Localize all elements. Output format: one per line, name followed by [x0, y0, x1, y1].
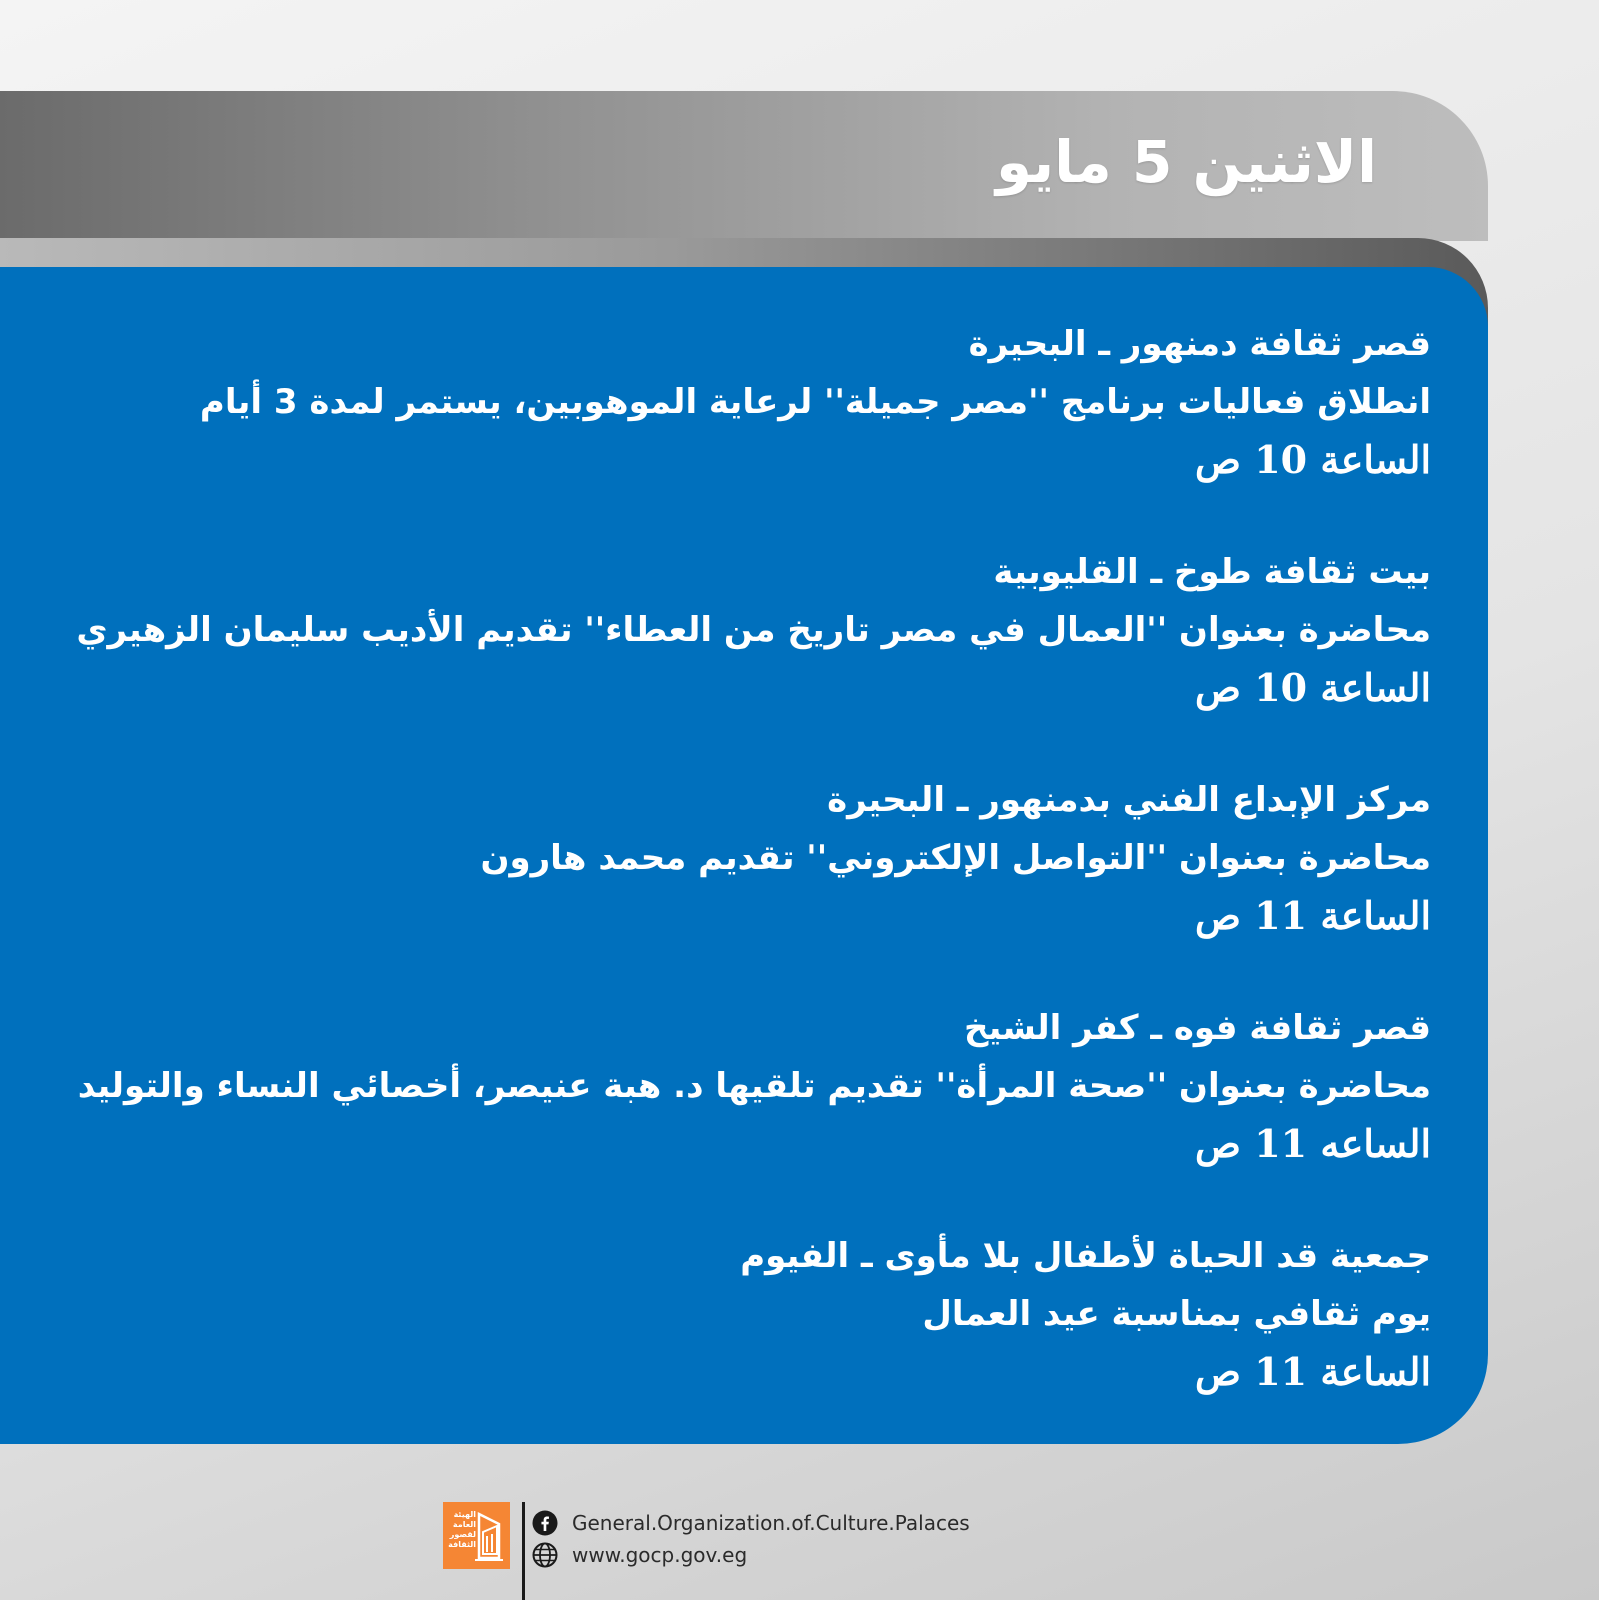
footer — [0, 1490, 1599, 1600]
event-venue: جمعية قد الحياة لأطفال بلا مأوى ـ الفيوم — [740, 1236, 1431, 1276]
event-item — [41, 771, 1431, 945]
event-description: يوم ثقافي بمناسبة عيد العمال — [922, 1294, 1431, 1334]
event-item — [41, 543, 1431, 717]
event-time: الساعة 11 ص — [1195, 1349, 1431, 1394]
event-time: الساعة 10 ص — [1195, 665, 1431, 710]
event-time: الساعة 11 ص — [1195, 893, 1431, 938]
gocp-logo — [443, 1502, 510, 1569]
facebook-handle: General.Organization.of.Culture.Palaces — [572, 1511, 970, 1535]
event-time: الساعة 10 ص — [1195, 437, 1431, 482]
logo-building-icon — [443, 1502, 510, 1569]
event-venue: مركز الإبداع الفني بدمنهور ـ البحيرة — [827, 780, 1431, 820]
event-description: محاضرة بعنوان ''صحة المرأة'' تقديم تلقيها د. هبة عنيصر، أخصائي النساء والتوليد — [77, 1066, 1431, 1106]
events-list — [41, 315, 1431, 1455]
event-description: انطلاق فعاليات برنامج ''مصر جميلة'' لرعاية الموهوبين، يستمر لمدة 3 أيام — [199, 382, 1431, 422]
event-venue: قصر ثقافة دمنهور ـ البحيرة — [968, 324, 1431, 364]
event-venue: قصر ثقافة فوه ـ كفر الشيخ — [963, 1008, 1431, 1048]
footer-divider — [522, 1502, 525, 1600]
event-description: محاضرة بعنوان ''التواصل الإلكتروني'' تقديم محمد هارون — [480, 838, 1431, 878]
facebook-link[interactable] — [532, 1508, 970, 1538]
event-venue: بيت ثقافة طوخ ـ القليوبية — [993, 552, 1431, 592]
event-description: محاضرة بعنوان ''العمال في مصر تاريخ من العطاء'' تقديم الأديب سليمان الزهيري — [76, 610, 1431, 650]
event-item — [41, 999, 1431, 1173]
globe-icon — [532, 1542, 558, 1568]
facebook-icon — [532, 1510, 558, 1536]
website-url: www.gocp.gov.eg — [572, 1543, 748, 1567]
website-link[interactable] — [532, 1540, 747, 1570]
logo-text: الهيئة العامة لقصور الثقافة — [448, 1510, 476, 1549]
event-item — [41, 315, 1431, 489]
page-title: الاثنين 5 مايو — [996, 128, 1377, 196]
event-time: الساعه 11 ص — [1195, 1121, 1431, 1166]
event-item — [41, 1227, 1431, 1401]
